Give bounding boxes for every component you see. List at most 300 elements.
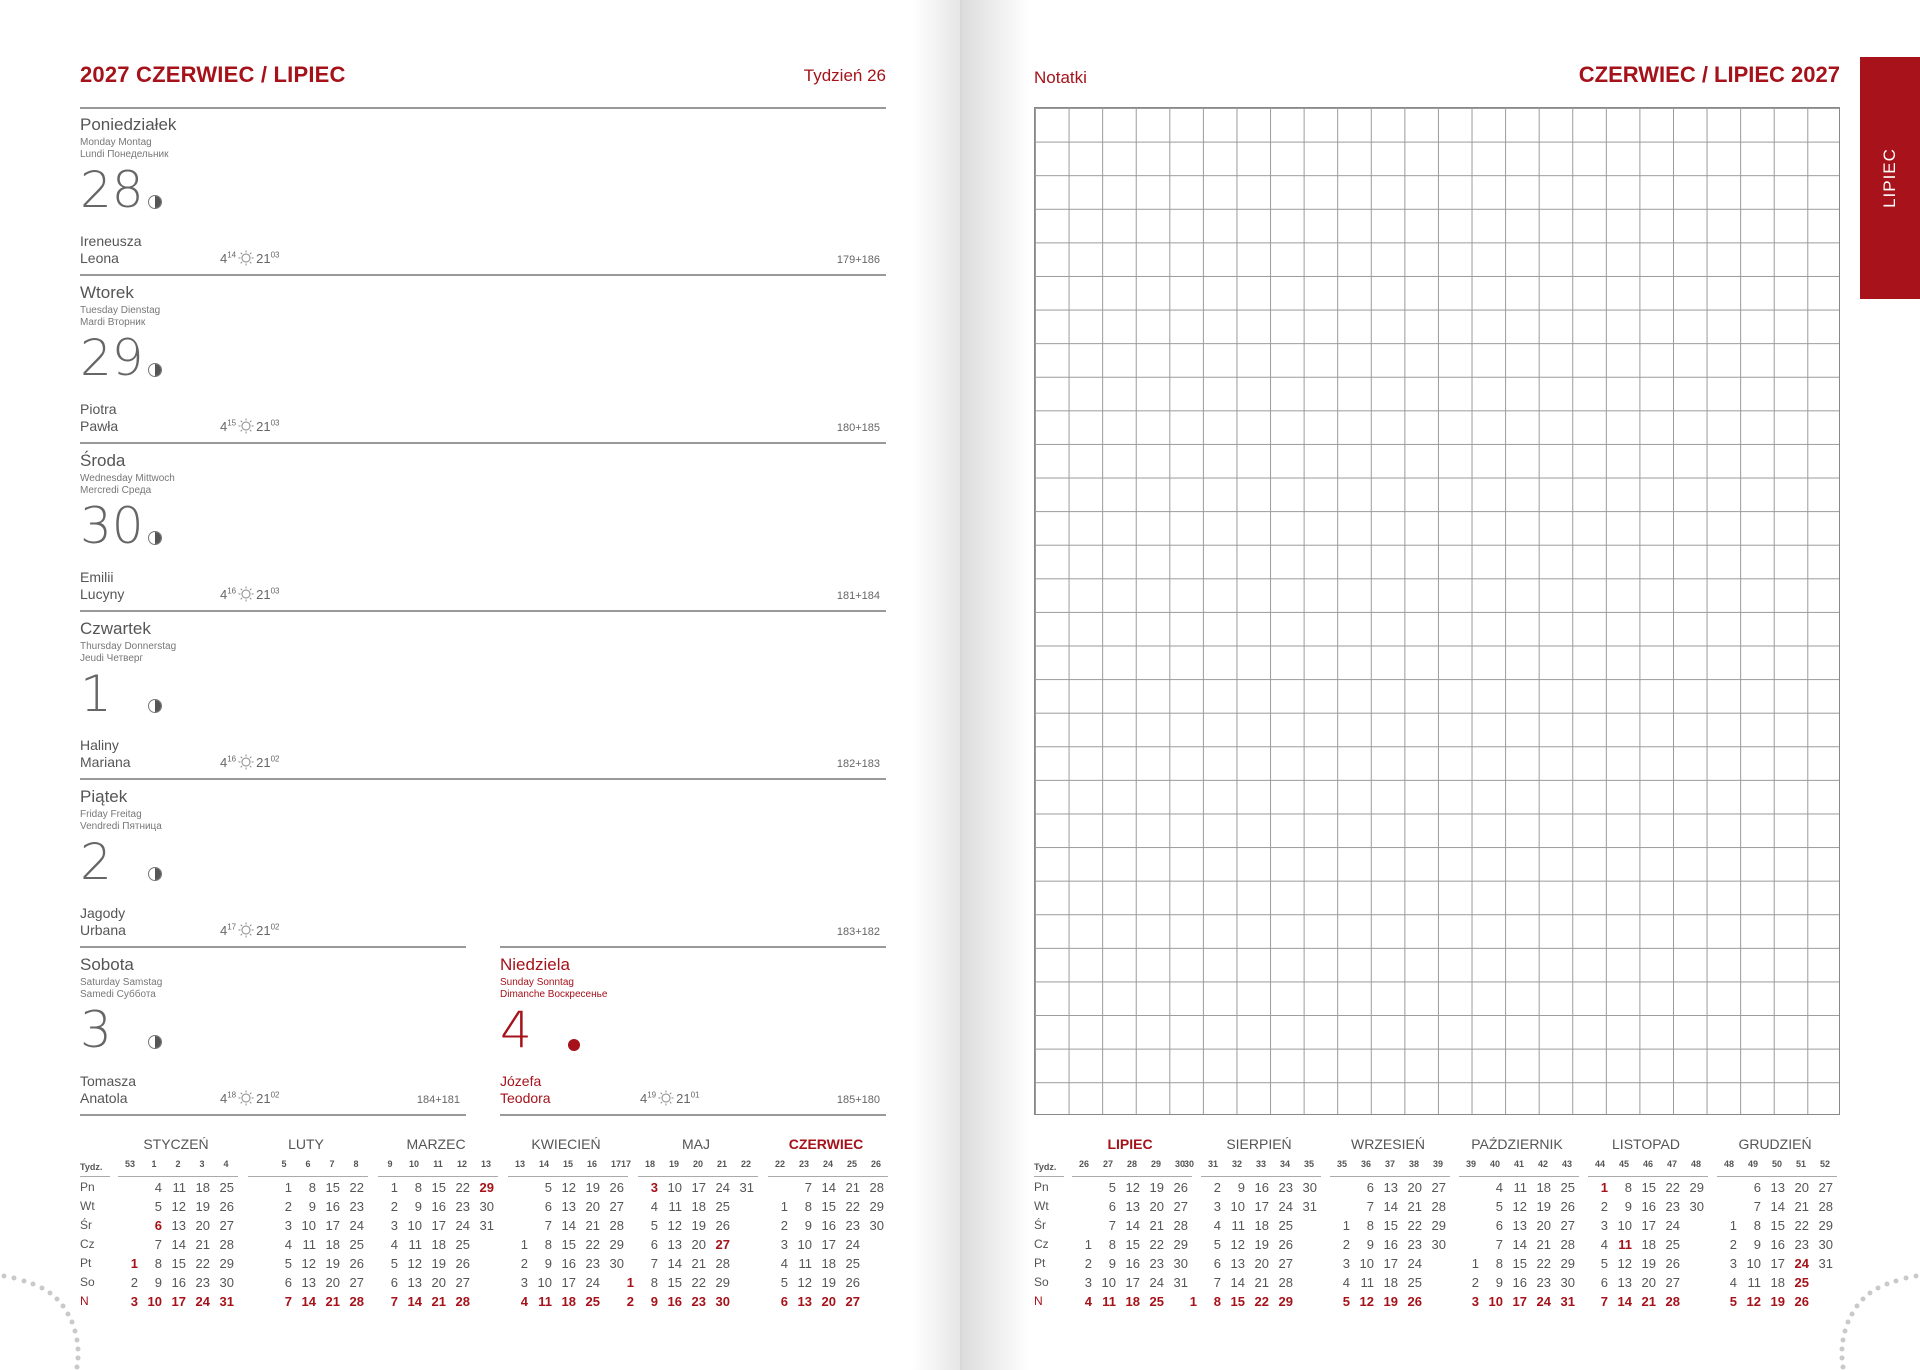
date-cell: 13 [1125, 1199, 1140, 1214]
date-cell: 29 [1431, 1218, 1446, 1233]
date-cell: 6 [780, 1294, 788, 1309]
date-cell: 9 [1495, 1275, 1503, 1290]
date-cell: 25 [1560, 1180, 1575, 1195]
week-numbers-rule [638, 1176, 758, 1177]
mini-month-row [1326, 1256, 1450, 1275]
date-cell: 13 [1512, 1218, 1527, 1233]
day-sunday[interactable] [500, 949, 886, 1117]
date-cell: 26 [1560, 1199, 1575, 1214]
week-number-cell: 35 [1303, 1159, 1314, 1169]
date-cell: 4 [284, 1237, 292, 1252]
date-cell: 10 [1746, 1256, 1761, 1271]
date-cell: 18 [1770, 1275, 1785, 1290]
date-cell: 13 [1770, 1180, 1785, 1195]
date-cell: 16 [667, 1294, 682, 1309]
mini-month-row [374, 1275, 498, 1294]
date-cell: 7 [1108, 1218, 1116, 1233]
date-cell: 5 [1729, 1294, 1737, 1309]
day-thursday[interactable] [80, 613, 886, 781]
date-cell: 7 [650, 1256, 658, 1271]
date-cell: 25 [1407, 1275, 1422, 1290]
date-cell: 13 [797, 1294, 812, 1309]
day-name-translations: Sunday Sonntag [500, 977, 574, 988]
date-cell: 18 [325, 1237, 340, 1252]
date-cell: 14 [407, 1294, 422, 1309]
date-cell: 21 [1794, 1199, 1809, 1214]
week-number-cell: 30 [1183, 1159, 1194, 1169]
week-numbers [1713, 1159, 1837, 1173]
mini-month-row [1068, 1218, 1192, 1237]
day-rule [80, 610, 886, 612]
date-cell: 7 [1366, 1199, 1374, 1214]
day-name: Piątek [80, 787, 128, 806]
week-number-cell: 27 [1102, 1159, 1113, 1169]
week-number-cell: 22 [740, 1159, 751, 1169]
date-cell: 15 [325, 1180, 340, 1195]
date-cell: 27 [349, 1275, 364, 1290]
date-cell: 22 [1665, 1180, 1680, 1195]
date-cell: 5 [1213, 1237, 1221, 1252]
date-cell: 3 [1600, 1218, 1608, 1233]
date-cell: 21 [325, 1294, 340, 1309]
date-cell: 3 [390, 1218, 398, 1233]
date-cell: 3 [130, 1294, 138, 1309]
week-number-cell: 40 [1489, 1159, 1500, 1169]
day-wednesday[interactable] [80, 445, 886, 613]
mini-month-row [374, 1218, 498, 1237]
weekday-label: Pt [1034, 1256, 1046, 1270]
day-tuesday[interactable] [80, 277, 886, 445]
decorative-dots [0, 1270, 100, 1370]
mini-month-row [244, 1199, 368, 1218]
date-cell: 25 [715, 1199, 730, 1214]
week-numbers [620, 1159, 758, 1173]
date-cell: 19 [1641, 1256, 1656, 1271]
week-number-cell: 8 [353, 1159, 359, 1169]
date-cell: 28 [1818, 1199, 1833, 1214]
mini-month-row [1455, 1218, 1579, 1237]
day-name-translations: Vendredi Пятница [80, 821, 162, 832]
week-number-cell: 19 [668, 1159, 679, 1169]
sun-icon [238, 418, 254, 434]
mini-month-row [504, 1275, 628, 1294]
week-number-cell: 34 [1279, 1159, 1290, 1169]
week-numbers [504, 1159, 628, 1173]
date-cell: 22 [1536, 1256, 1551, 1271]
date-cell: 27 [715, 1237, 730, 1252]
sunrise-sunset: $4^{16}$ $21^{03}$ [220, 586, 280, 602]
date-cell: 6 [544, 1199, 552, 1214]
date-cell: 29 [1278, 1294, 1293, 1309]
date-cell: 12 [1230, 1237, 1245, 1252]
mini-month-name: WRZESIEŃ [1351, 1136, 1425, 1152]
date-cell: 28 [455, 1294, 470, 1309]
date-cell: 29 [1560, 1256, 1575, 1271]
date-cell: 1 [780, 1199, 788, 1214]
date-cell: 23 [1794, 1237, 1809, 1252]
weekday-label: Śr [80, 1218, 92, 1232]
mini-month-row [1326, 1275, 1450, 1294]
day-of-year-count: 185+180 [836, 1094, 880, 1106]
date-cell: 8 [1366, 1218, 1374, 1233]
date-cell: 29 [219, 1256, 234, 1271]
date-cell: 23 [195, 1275, 210, 1290]
date-cell: 20 [585, 1199, 600, 1214]
mini-month-row [1455, 1256, 1579, 1275]
date-cell: 21 [1536, 1237, 1551, 1252]
date-cell: 21 [1149, 1218, 1164, 1233]
date-cell: 23 [349, 1199, 364, 1214]
mini-month-row [244, 1275, 368, 1294]
day-name: Niedziela [500, 955, 570, 974]
mini-month-row [634, 1256, 758, 1275]
date-cell: 26 [1665, 1256, 1680, 1271]
day-number: 1 [80, 665, 112, 723]
date-cell: 23 [691, 1294, 706, 1309]
nameday: Haliny [80, 737, 119, 753]
week-number-cell: 29 [1150, 1159, 1161, 1169]
date-cell: 5 [154, 1199, 162, 1214]
date-cell: 19 [585, 1180, 600, 1195]
mini-month-name: LIPIEC [1107, 1136, 1153, 1152]
moon-phase-icon [148, 531, 162, 545]
date-cell: 2 [1729, 1237, 1737, 1252]
date-cell: 20 [691, 1237, 706, 1252]
date-cell: 17 [821, 1237, 836, 1252]
mini-month-row [634, 1237, 758, 1256]
book-gutter-shadow-left [912, 0, 960, 1370]
mini-month-row [1068, 1275, 1192, 1294]
date-cell: 22 [1254, 1294, 1269, 1309]
date-cell: 26 [1173, 1180, 1188, 1195]
date-cell: 14 [821, 1180, 836, 1195]
mini-month-row [764, 1180, 888, 1199]
day-monday[interactable] [80, 109, 886, 277]
nameday: Jagody [80, 905, 126, 921]
week-numbers [1326, 1159, 1450, 1173]
date-cell: 25 [1149, 1294, 1164, 1309]
date-cell: 10 [1488, 1294, 1503, 1309]
date-cell: 27 [1665, 1275, 1680, 1290]
date-cell: 20 [431, 1275, 446, 1290]
week-number-cell: 12 [456, 1159, 467, 1169]
date-cell: 6 [1213, 1256, 1221, 1271]
date-cell: 27 [1278, 1256, 1293, 1271]
date-cell: 2 [520, 1256, 528, 1271]
date-cell: 23 [1149, 1256, 1164, 1271]
mini-month-row [1584, 1294, 1708, 1313]
mini-month-row [114, 1294, 238, 1313]
date-cell: 29 [609, 1237, 624, 1252]
date-cell: 23 [1407, 1237, 1422, 1252]
date-cell: 12 [1617, 1256, 1632, 1271]
nameday: Leona [80, 250, 119, 266]
mini-month-name: LISTOPAD [1612, 1136, 1680, 1152]
date-cell: 13 [171, 1218, 186, 1233]
week-numbers [1183, 1159, 1321, 1173]
date-cell: 16 [1770, 1237, 1785, 1252]
week-numbers [764, 1159, 888, 1173]
date-cell: 16 [1512, 1275, 1527, 1290]
week-number-cell: 25 [846, 1159, 857, 1169]
mini-month-row [504, 1199, 628, 1218]
week-number-cell: 15 [562, 1159, 573, 1169]
mini-month-row [374, 1237, 498, 1256]
date-cell: 19 [431, 1256, 446, 1271]
week-number-cell: 39 [1465, 1159, 1476, 1169]
week-number-cell: 26 [1078, 1159, 1089, 1169]
date-cell: 4 [1495, 1180, 1503, 1195]
date-cell: 22 [455, 1180, 470, 1195]
date-cell: 21 [431, 1294, 446, 1309]
week-number-cell: 1 [151, 1159, 157, 1169]
date-cell: 31 [479, 1218, 494, 1233]
date-cell: 21 [195, 1237, 210, 1252]
date-cell: 4 [780, 1256, 788, 1271]
date-cell: 17 [325, 1218, 340, 1233]
date-cell: 30 [1173, 1256, 1188, 1271]
mini-month-row [634, 1180, 758, 1199]
weekday-label: Wt [80, 1199, 95, 1213]
week-number-cell: 45 [1618, 1159, 1629, 1169]
mini-month-row [114, 1275, 238, 1294]
date-cell: 19 [1254, 1237, 1269, 1252]
date-cell: 10 [1617, 1218, 1632, 1233]
week-label: Tydz. [80, 1162, 103, 1172]
notes-grid[interactable] [1034, 107, 1840, 1115]
day-rule [500, 1114, 886, 1116]
date-cell: 7 [1495, 1237, 1503, 1252]
mini-month-row [244, 1180, 368, 1199]
day-name-translations: Jeudi Четверг [80, 653, 144, 664]
date-cell: 22 [845, 1199, 860, 1214]
date-cell: 20 [1641, 1275, 1656, 1290]
date-cell: 26 [1407, 1294, 1422, 1309]
day-name: Poniedziałek [80, 115, 177, 134]
date-cell: 28 [1431, 1199, 1446, 1214]
mini-month-name: GRUDZIEŃ [1738, 1136, 1812, 1152]
week-number-cell: 46 [1642, 1159, 1653, 1169]
date-cell: 20 [1254, 1256, 1269, 1271]
mini-month-name: LUTY [288, 1136, 324, 1152]
date-cell: 8 [544, 1237, 552, 1252]
weekday-label: Cz [80, 1237, 95, 1251]
week-number-cell: 38 [1408, 1159, 1419, 1169]
date-cell: 2 [626, 1294, 634, 1309]
week-label: Tydz. [1034, 1162, 1057, 1172]
mini-month-row [114, 1180, 238, 1199]
date-cell: 16 [1125, 1256, 1140, 1271]
weekday-label: N [80, 1294, 89, 1308]
date-cell: 5 [544, 1180, 552, 1195]
date-cell: 8 [1213, 1294, 1221, 1309]
mini-month-row [1326, 1180, 1450, 1199]
date-cell: 24 [1149, 1275, 1164, 1290]
date-cell: 14 [561, 1218, 576, 1233]
date-cell: 8 [1753, 1218, 1761, 1233]
mini-month-row [1068, 1199, 1192, 1218]
date-cell: 26 [1794, 1294, 1809, 1309]
date-cell: 17 [1770, 1256, 1785, 1271]
mini-month-row [114, 1237, 238, 1256]
date-cell: 17 [1641, 1218, 1656, 1233]
date-cell: 2 [1342, 1237, 1350, 1252]
week-number-cell: 36 [1360, 1159, 1371, 1169]
date-cell: 4 [1342, 1275, 1350, 1290]
day-name-translations: Dimanche Воскресенье [500, 989, 608, 1000]
mini-month-row [1068, 1294, 1192, 1313]
mini-month-name: SIERPIEŃ [1226, 1136, 1292, 1152]
mini-month-row [504, 1218, 628, 1237]
date-cell: 28 [1278, 1275, 1293, 1290]
date-cell: 12 [561, 1180, 576, 1195]
week-numbers-rule [378, 1176, 498, 1177]
date-cell: 2 [780, 1218, 788, 1233]
date-cell: 3 [1084, 1275, 1092, 1290]
day-name: Wtorek [80, 283, 134, 302]
week-number-cell: 6 [305, 1159, 311, 1169]
week-number-cell: 9 [387, 1159, 393, 1169]
day-friday[interactable] [80, 781, 886, 949]
week-number-cell: 2 [175, 1159, 181, 1169]
date-cell: 7 [390, 1294, 398, 1309]
mini-month-row [1455, 1294, 1579, 1313]
date-cell: 3 [780, 1237, 788, 1252]
week-number-cell: 51 [1795, 1159, 1806, 1169]
date-cell: 14 [1512, 1237, 1527, 1252]
date-cell: 17 [1254, 1199, 1269, 1214]
date-cell: 4 [390, 1237, 398, 1252]
date-cell: 2 [1600, 1199, 1608, 1214]
nameday: Lucyny [80, 586, 125, 602]
mini-month-row [1326, 1237, 1450, 1256]
date-cell: 26 [715, 1218, 730, 1233]
book-fold [960, 0, 962, 1370]
month-tab[interactable] [1860, 57, 1920, 299]
sunrise-sunset: $4^{16}$ $21^{02}$ [220, 754, 280, 770]
week-numbers-rule [248, 1176, 368, 1177]
week-numbers-rule [1588, 1176, 1708, 1177]
date-cell: 31 [1173, 1275, 1188, 1290]
date-cell: 18 [1383, 1275, 1398, 1290]
date-cell: 24 [455, 1218, 470, 1233]
day-name-translations: Thursday Donnerstag [80, 641, 177, 652]
week-number-cell: 31 [1207, 1159, 1218, 1169]
day-rule [80, 274, 886, 276]
date-cell: 27 [1431, 1180, 1446, 1195]
date-cell: 11 [1102, 1294, 1116, 1309]
date-cell: 15 [821, 1199, 836, 1214]
date-cell: 24 [1278, 1199, 1293, 1214]
date-cell: 9 [1108, 1256, 1116, 1271]
mini-month-row [764, 1256, 888, 1275]
date-cell: 15 [1125, 1237, 1140, 1252]
date-cell: 18 [1254, 1218, 1269, 1233]
week-numbers [114, 1159, 238, 1173]
nameday: Mariana [80, 754, 131, 770]
date-cell: 30 [609, 1256, 624, 1271]
mini-month-row [1197, 1218, 1321, 1237]
day-saturday[interactable] [80, 949, 466, 1117]
date-cell: 15 [171, 1256, 186, 1271]
date-cell: 25 [455, 1237, 470, 1252]
date-cell: 26 [845, 1275, 860, 1290]
mini-month-row [1713, 1275, 1837, 1294]
date-cell: 22 [1149, 1237, 1164, 1252]
date-cell: 2 [1084, 1256, 1092, 1271]
mini-month-row [374, 1256, 498, 1275]
date-cell: 12 [301, 1256, 316, 1271]
mini-month-row [1197, 1199, 1321, 1218]
mini-month-row [114, 1199, 238, 1218]
date-cell: 19 [821, 1275, 836, 1290]
week-number-cell: 13 [514, 1159, 525, 1169]
date-cell: 6 [1495, 1218, 1503, 1233]
date-cell: 20 [1536, 1218, 1551, 1233]
date-cell: 18 [691, 1199, 706, 1214]
date-cell: 22 [585, 1237, 600, 1252]
mini-month-row [504, 1237, 628, 1256]
date-cell: 27 [455, 1275, 470, 1290]
date-cell: 1 [1729, 1218, 1737, 1233]
date-cell: 10 [301, 1218, 316, 1233]
date-cell: 10 [667, 1180, 682, 1195]
date-cell: 15 [1770, 1218, 1785, 1233]
weekday-label: N [1034, 1294, 1043, 1308]
book-gutter-shadow-right [960, 0, 1030, 1370]
week-number-cell: 5 [281, 1159, 287, 1169]
date-cell: 25 [349, 1237, 364, 1252]
sun-icon [238, 250, 254, 266]
day-name: Środa [80, 451, 126, 470]
date-cell: 3 [1471, 1294, 1479, 1309]
week-numbers-rule [118, 1176, 238, 1177]
mini-month-row [114, 1256, 238, 1275]
mini-month-row [1713, 1256, 1837, 1275]
mini-month-row [764, 1199, 888, 1218]
day-number: 4 [500, 1001, 532, 1059]
date-cell: 23 [455, 1199, 470, 1214]
date-cell: 10 [147, 1294, 162, 1309]
mini-month-name: STYCZEŃ [143, 1136, 209, 1152]
date-cell: 8 [414, 1180, 422, 1195]
mini-month-row [764, 1275, 888, 1294]
date-cell: 19 [1383, 1294, 1398, 1309]
mini-month-row [1713, 1199, 1837, 1218]
week-numbers-rule [1330, 1176, 1450, 1177]
day-of-year-count: 183+182 [836, 926, 880, 938]
date-cell: 12 [1512, 1199, 1527, 1214]
date-cell: 17 [1125, 1275, 1140, 1290]
week-number-cell: 47 [1666, 1159, 1677, 1169]
week-number-cell: 41 [1513, 1159, 1524, 1169]
mini-month-row [504, 1294, 628, 1313]
date-cell: 19 [1536, 1199, 1551, 1214]
weekday-label: So [80, 1275, 95, 1289]
date-cell: 29 [869, 1199, 884, 1214]
date-cell: 2 [284, 1199, 292, 1214]
date-cell: 15 [1641, 1180, 1656, 1195]
date-cell: 21 [1641, 1294, 1656, 1309]
date-cell: 11 [1231, 1218, 1245, 1233]
day-rule [500, 946, 886, 948]
date-cell: 11 [798, 1256, 812, 1271]
date-cell: 4 [1600, 1237, 1608, 1252]
mini-month-row [1713, 1218, 1837, 1237]
week-number-cell: 48 [1723, 1159, 1734, 1169]
date-cell: 7 [1213, 1275, 1221, 1290]
date-cell: 31 [219, 1294, 234, 1309]
